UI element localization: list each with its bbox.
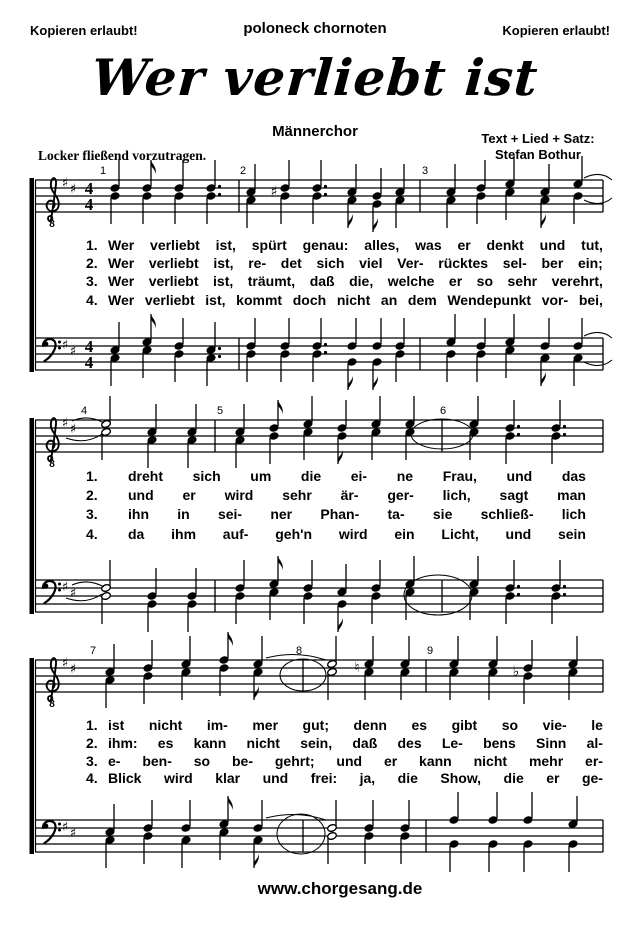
lyric-word: doch <box>292 291 327 308</box>
lyric-line <box>86 753 603 769</box>
lyric-word: är- <box>340 487 359 504</box>
lyric-word: ihm: <box>108 734 138 751</box>
lyric-word: kann <box>419 752 452 769</box>
lyric-word: so <box>193 752 211 769</box>
lyric-word: ner <box>270 506 293 523</box>
lyric-word: welche <box>387 273 435 290</box>
svg-text:2: 2 <box>239 165 247 177</box>
verse-number: 3. <box>86 506 98 523</box>
lyric-word: ist, <box>215 237 236 253</box>
lyric-word: gut; <box>302 717 329 733</box>
lyric-word: träumt, <box>247 273 296 290</box>
credit-line-1: Text + Lied + Satz: <box>481 131 595 146</box>
svg-text:6: 6 <box>439 405 447 417</box>
lyric-word: so <box>501 717 519 733</box>
lyric-word: sein <box>557 525 586 542</box>
lyric-word: ei- <box>350 468 368 484</box>
lyric-word: alles, <box>364 237 400 253</box>
lyric-word: und <box>128 487 154 504</box>
svg-text:♯: ♯ <box>270 184 278 200</box>
verse-number: 2. <box>86 255 98 272</box>
lyric-word: ger- <box>387 487 414 504</box>
lyric-word: schließ- <box>480 506 534 523</box>
svg-text:♯: ♯ <box>61 338 69 353</box>
ensemble-label: Männerchor <box>272 123 358 140</box>
svg-text:♯: ♯ <box>69 662 77 677</box>
svg-text:♭: ♭ <box>512 664 520 680</box>
lyric-word: Wer <box>108 237 135 253</box>
lyric-word: er <box>383 752 398 769</box>
svg-text:♯: ♯ <box>69 344 77 359</box>
lyric-word: denkt <box>486 237 524 253</box>
svg-text:♯: ♯ <box>69 586 77 601</box>
lyric-word: sehr <box>282 487 312 504</box>
svg-text:♯: ♯ <box>69 182 77 197</box>
lyric-word: Frau, <box>442 468 477 484</box>
verse-number: 3. <box>86 752 98 769</box>
svg-text:4: 4 <box>80 405 88 417</box>
lyric-word: tut, <box>581 237 603 253</box>
lyric-word: Phan- <box>320 506 360 523</box>
lyric-word: nicht <box>148 717 183 733</box>
lyric-word: kommt <box>236 291 283 308</box>
lyric-word: daß <box>352 734 378 751</box>
lyric-word: er <box>457 237 471 253</box>
lyric-word: in <box>177 506 190 523</box>
lyric-word: ist, <box>213 255 234 272</box>
lyric-word: Sinn <box>536 734 567 751</box>
lyric-word: ja, <box>359 770 376 787</box>
lyric-word: um <box>250 468 272 484</box>
svg-text:3: 3 <box>421 165 429 177</box>
lyric-word: die <box>300 468 322 484</box>
lyric-word: re- <box>248 255 267 272</box>
lyric-word: bens <box>483 734 516 751</box>
svg-text:8: 8 <box>295 645 303 657</box>
verse-number: 4. <box>86 770 98 787</box>
lyric-word: Wer <box>108 255 135 272</box>
lyric-word: genau: <box>302 237 349 253</box>
lyric-word: wird <box>338 525 368 542</box>
lyric-word: Show, <box>440 770 482 787</box>
lyric-word: bei, <box>578 291 603 308</box>
lyric-word: dreht <box>128 468 163 484</box>
lyric-word: spürt <box>251 237 287 253</box>
svg-text:4: 4 <box>84 195 94 214</box>
lyric-word: frei: <box>310 770 338 787</box>
copy-permission-right: Kopieren erlaubt! <box>502 23 610 38</box>
svg-text:8: 8 <box>49 459 55 470</box>
lyric-word: gehrt; <box>274 752 315 769</box>
lyric-word: gibt <box>451 717 478 733</box>
lyric-line <box>86 255 603 271</box>
lyric-word: es <box>411 717 428 733</box>
copy-permission-left: Kopieren erlaubt! <box>30 23 138 38</box>
verse-number: 3. <box>86 273 98 290</box>
lyric-word: sel- <box>502 255 527 272</box>
lyric-word: da <box>128 525 145 542</box>
lyric-line <box>86 526 586 542</box>
svg-text:♯: ♯ <box>69 422 77 437</box>
lyric-word: im- <box>206 717 228 733</box>
lyric-word: klar <box>215 770 241 787</box>
svg-text:♮: ♮ <box>354 660 360 676</box>
website-url: www.chorgesang.de <box>257 879 423 898</box>
lyric-word: le <box>591 717 603 733</box>
lyric-word: wird <box>224 487 254 504</box>
lyric-word: und <box>506 468 533 484</box>
lyric-word: verehrt, <box>551 273 603 290</box>
lyric-word: ist <box>108 717 125 733</box>
lyric-word: kann <box>193 734 227 751</box>
lyric-word: Le- <box>441 734 463 751</box>
lyric-word: auf- <box>222 525 249 542</box>
lyric-word: al- <box>586 734 603 751</box>
lyric-word: und <box>505 525 532 542</box>
lyric-word: nicht <box>473 752 508 769</box>
lyric-word: geh'n <box>275 525 313 542</box>
lyric-word: Blick <box>108 770 142 787</box>
lyric-word: lich <box>561 506 586 523</box>
lyric-line <box>86 487 586 503</box>
lyric-word: er <box>448 273 463 290</box>
verse-number: 2. <box>86 487 98 504</box>
lyric-word: Ver- <box>397 255 424 272</box>
lyric-word: wird <box>163 770 193 787</box>
svg-text:♯: ♯ <box>69 826 77 841</box>
lyric-word: sie <box>432 506 453 523</box>
verse-number: 2. <box>86 734 98 751</box>
svg-text:♯: ♯ <box>61 656 69 671</box>
lyric-word: verliebt <box>148 273 199 290</box>
svg-text:♯: ♯ <box>61 580 69 595</box>
lyric-word: ta- <box>387 506 405 523</box>
lyric-line <box>86 468 586 484</box>
lyric-word: e- <box>108 752 121 769</box>
verse-number: 1. <box>86 237 98 253</box>
credit-line-2: Stefan Bothur <box>495 147 581 162</box>
lyric-word: man <box>557 487 586 504</box>
lyric-word: verliebt <box>148 255 199 272</box>
lyric-word: det <box>280 255 302 272</box>
svg-text:4: 4 <box>84 353 94 372</box>
lyric-word: er <box>546 770 560 787</box>
svg-text:8: 8 <box>49 219 55 230</box>
lyric-word: das <box>561 468 586 484</box>
lyric-line <box>86 717 603 733</box>
lyric-word: ber <box>541 255 564 272</box>
lyric-word: verliebt <box>144 291 195 308</box>
lyric-word: ne <box>396 468 414 484</box>
svg-text:4: 4 <box>84 179 94 198</box>
verse-number: 1. <box>86 468 98 484</box>
lyric-word: Wer <box>108 291 135 308</box>
lyric-word: vor- <box>541 291 569 308</box>
lyric-word: was <box>415 237 442 253</box>
svg-text:♯: ♯ <box>61 416 69 431</box>
tempo-instruction: Locker fließend vorzutragen. <box>38 148 207 163</box>
verse-number: 1. <box>86 717 98 733</box>
lyric-word: viel <box>359 255 383 272</box>
lyric-word: mer <box>252 717 279 733</box>
svg-text:1: 1 <box>99 165 107 177</box>
lyric-word: die, <box>349 273 374 290</box>
lyric-word: sehr <box>507 273 538 290</box>
lyric-line <box>86 770 603 786</box>
lyric-word: des <box>397 734 422 751</box>
lyric-word: nicht <box>336 291 371 308</box>
lyric-word: denn <box>353 717 387 733</box>
svg-text:8: 8 <box>49 699 55 710</box>
lyric-word: Wendepunkt <box>447 291 532 308</box>
lyric-word: ist, <box>205 291 226 308</box>
lyric-word: be- <box>231 752 253 769</box>
lyric-word: und <box>539 237 566 253</box>
publisher-title: poloneck chornoten <box>243 20 387 37</box>
lyric-line <box>86 735 603 751</box>
svg-text:♯: ♯ <box>61 176 69 191</box>
lyric-word: und <box>336 752 363 769</box>
lyric-word: sich <box>316 255 345 272</box>
lyric-word: dem <box>407 291 437 308</box>
lyric-word: lich, <box>442 487 471 504</box>
lyric-word: so <box>476 273 493 290</box>
lyric-word: sagt <box>499 487 529 504</box>
svg-text:5: 5 <box>216 405 224 417</box>
lyric-word: die <box>397 770 418 787</box>
lyric-word: daß <box>309 273 335 290</box>
lyric-line <box>86 273 603 289</box>
verse-number: 4. <box>86 291 98 308</box>
lyric-word: die <box>503 770 524 787</box>
lyric-word: ein; <box>577 255 603 272</box>
lyric-word: ihn <box>128 506 149 523</box>
verse-number: 4. <box>86 525 98 542</box>
lyric-line <box>86 506 586 522</box>
lyric-word: er <box>182 487 196 504</box>
lyric-word: er- <box>585 752 603 769</box>
lyric-word: ben- <box>142 752 172 769</box>
svg-text:♯: ♯ <box>61 820 69 835</box>
lyric-word: ist, <box>213 273 234 290</box>
lyric-word: Licht, <box>441 525 479 542</box>
lyric-word: und <box>262 770 289 787</box>
lyric-word: nicht <box>246 734 280 751</box>
song-title: Wer verliebt ist <box>89 48 541 107</box>
lyric-word: sei- <box>217 506 243 523</box>
svg-text:7: 7 <box>89 645 97 657</box>
lyric-word: sich <box>192 468 221 484</box>
lyric-word: mehr <box>528 752 564 769</box>
svg-text:9: 9 <box>426 645 434 657</box>
lyric-word: vie- <box>542 717 567 733</box>
lyric-word: rücktes <box>438 255 489 272</box>
lyric-word: ein <box>394 525 415 542</box>
lyric-word: sein, <box>300 734 333 751</box>
lyric-word: verliebt <box>150 237 200 253</box>
lyric-line <box>86 292 603 308</box>
lyric-word: an <box>380 291 398 308</box>
svg-text:4: 4 <box>84 337 94 356</box>
lyric-word: es <box>157 734 174 751</box>
lyric-word: ge- <box>581 770 603 787</box>
lyric-word: ihm <box>171 525 197 542</box>
lyric-line <box>86 237 603 253</box>
lyric-word: Wer <box>108 273 135 290</box>
